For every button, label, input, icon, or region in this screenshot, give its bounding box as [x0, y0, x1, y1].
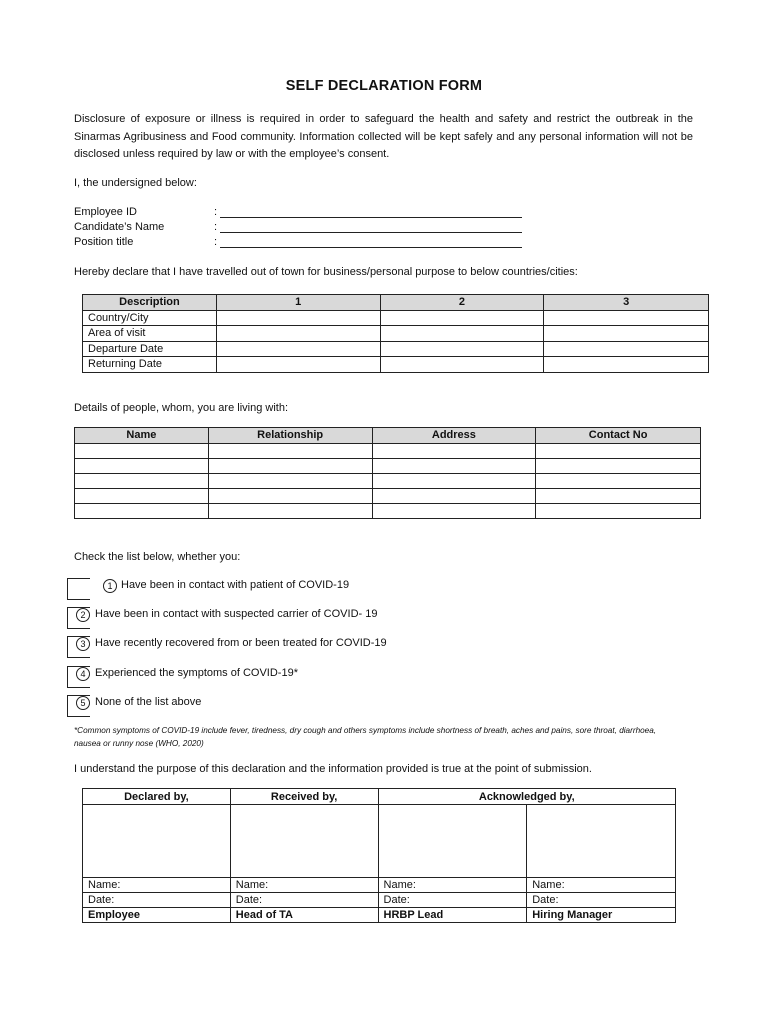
table-cell[interactable]	[372, 458, 536, 473]
table-cell[interactable]	[536, 488, 701, 503]
column-header: Contact No	[536, 428, 701, 444]
table-cell[interactable]	[208, 488, 372, 503]
travel-table	[82, 294, 709, 373]
field-colon: :	[214, 221, 218, 233]
date-cell[interactable]: Date:	[378, 893, 527, 908]
signature-table	[82, 788, 676, 923]
column-header: Address	[372, 428, 536, 444]
table-cell[interactable]	[216, 341, 380, 357]
circled-number-icon: 4	[76, 667, 90, 681]
circled-number-icon: 1	[103, 579, 117, 593]
employee-id-blank[interactable]	[220, 217, 522, 218]
table-cell[interactable]	[75, 488, 209, 503]
table-cell[interactable]	[75, 458, 209, 473]
table-row	[83, 310, 709, 326]
table-cell[interactable]	[380, 341, 544, 357]
table-cell[interactable]	[208, 443, 372, 458]
field-label: Position title	[74, 236, 134, 248]
table-row	[83, 357, 709, 373]
form-title: SELF DECLARATION FORM	[285, 78, 483, 94]
column-header: Declared by,	[83, 789, 231, 805]
table-cell[interactable]	[372, 503, 536, 518]
column-header: Received by,	[230, 789, 378, 805]
understand-text: I understand the purpose of this declaration and the information provided is true at the point of submission.	[74, 763, 592, 775]
column-header: Description	[83, 295, 217, 311]
column-header: 1	[216, 295, 380, 311]
table-cell[interactable]	[216, 357, 380, 373]
table-cell[interactable]	[372, 443, 536, 458]
row-label: Country/City	[83, 310, 217, 326]
table-cell[interactable]	[536, 473, 701, 488]
signature-box[interactable]	[378, 805, 527, 878]
table-cell[interactable]	[536, 443, 701, 458]
signature-row	[83, 805, 676, 878]
column-header: Acknowledged by,	[378, 789, 675, 805]
table-cell[interactable]	[208, 503, 372, 518]
table-cell[interactable]	[544, 326, 709, 342]
column-header: Relationship	[208, 428, 372, 444]
position-title-blank[interactable]	[220, 247, 522, 248]
date-cell[interactable]: Date:	[230, 893, 378, 908]
table-row	[75, 473, 701, 488]
circled-number-icon: 2	[76, 608, 90, 622]
field-label: Candidate’s Name	[74, 221, 165, 233]
checklist-label: Have recently recovered from or been treated for COVID-19	[95, 637, 387, 649]
people-text: Details of people, whom, you are living with:	[74, 402, 288, 414]
table-row	[83, 326, 709, 342]
people-table	[74, 427, 701, 519]
table-cell[interactable]	[75, 443, 209, 458]
table-row	[75, 488, 701, 503]
signature-box[interactable]	[230, 805, 378, 878]
row-label: Returning Date	[83, 357, 217, 373]
signature-box[interactable]	[83, 805, 231, 878]
table-cell[interactable]	[536, 458, 701, 473]
row-label: Area of visit	[83, 326, 217, 342]
name-cell[interactable]: Name:	[378, 878, 527, 893]
checklist-label: Have been in contact with patient of COVID-19	[121, 579, 350, 591]
role-row	[83, 908, 676, 923]
table-cell[interactable]	[544, 357, 709, 373]
table-row	[83, 341, 709, 357]
circled-number-icon: 5	[76, 696, 90, 710]
table-cell[interactable]	[208, 458, 372, 473]
declare-text: Hereby declare that I have travelled out of town for business/personal purpose to below countries/cities:	[74, 266, 578, 278]
name-row	[83, 878, 676, 893]
date-cell[interactable]: Date:	[83, 893, 231, 908]
table-header-row	[75, 428, 701, 444]
table-cell[interactable]	[208, 473, 372, 488]
footnote: *Common symptoms of COVID-19 include fever, tiredness, dry cough and others symptoms include shortness of breath, aches and pains, sore throat, diarrhoea, nausea or runny nose (WHO, 2020)	[74, 726, 657, 748]
role-cell: Hiring Manager	[527, 908, 676, 923]
table-cell[interactable]	[216, 326, 380, 342]
field-colon: :	[214, 206, 218, 218]
table-header-row	[83, 789, 676, 805]
row-label: Departure Date	[83, 341, 217, 357]
table-cell[interactable]	[536, 503, 701, 518]
table-cell[interactable]	[544, 310, 709, 326]
table-cell[interactable]	[372, 488, 536, 503]
column-header: 3	[544, 295, 709, 311]
undersigned-text: I, the undersigned below:	[74, 177, 197, 189]
name-cell[interactable]: Name:	[527, 878, 676, 893]
checklist-label: Have been in contact with suspected carrier of COVID- 19	[95, 608, 378, 620]
checkbox[interactable]	[67, 578, 90, 600]
date-cell[interactable]: Date:	[527, 893, 676, 908]
candidate-name-blank[interactable]	[220, 232, 522, 233]
checklist-label: None of the list above	[95, 696, 202, 708]
field-label: Employee ID	[74, 206, 137, 218]
table-cell[interactable]	[380, 326, 544, 342]
table-cell[interactable]	[372, 473, 536, 488]
role-cell: Employee	[83, 908, 231, 923]
table-cell[interactable]	[75, 503, 209, 518]
check-intro-text: Check the list below, whether you:	[74, 551, 241, 563]
name-cell[interactable]: Name:	[83, 878, 231, 893]
table-row	[75, 458, 701, 473]
table-cell[interactable]	[380, 357, 544, 373]
table-cell[interactable]	[380, 310, 544, 326]
table-row	[75, 443, 701, 458]
checklist-label: Experienced the symptoms of COVID-19*	[95, 667, 298, 679]
circled-number-icon: 3	[76, 637, 90, 651]
column-header: 2	[380, 295, 544, 311]
table-header-row	[83, 295, 709, 311]
column-header: Name	[75, 428, 209, 444]
date-row	[83, 893, 676, 908]
table-cell[interactable]	[544, 341, 709, 357]
intro-paragraph: Disclosure of exposure or illness is required in order to safeguard the health and safety and restrict the outbreak in the Sinarmas Agribusiness and Food community. Information collected will be kept safely and any personal information will not be disclosed unless required by law or with the employee’s consent.	[74, 113, 693, 160]
field-colon: :	[214, 236, 218, 248]
table-cell[interactable]	[216, 310, 380, 326]
role-cell: HRBP Lead	[378, 908, 527, 923]
signature-box[interactable]	[527, 805, 676, 878]
table-cell[interactable]	[75, 473, 209, 488]
table-row	[75, 503, 701, 518]
name-cell[interactable]: Name:	[230, 878, 378, 893]
role-cell: Head of TA	[230, 908, 378, 923]
